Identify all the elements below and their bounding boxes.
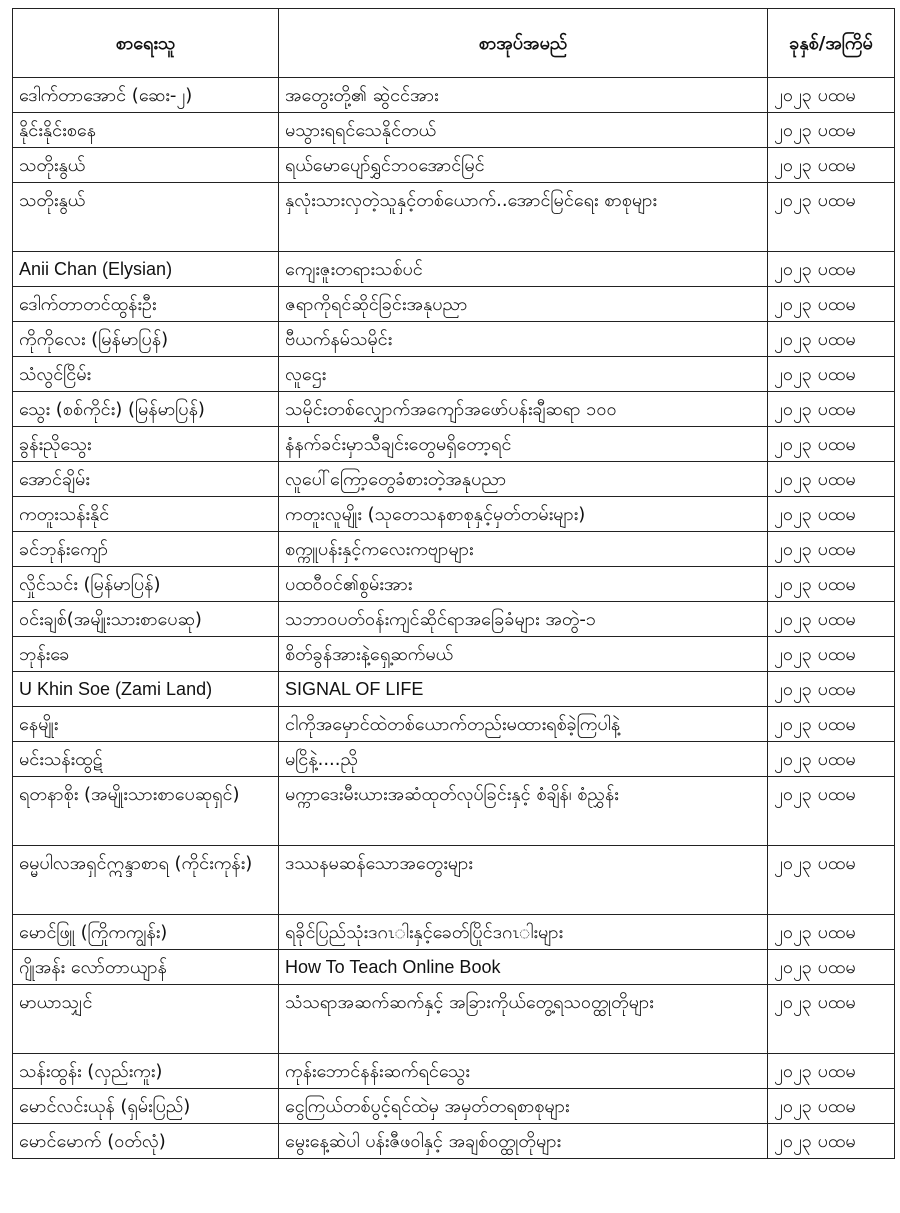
title-cell: ရယ်မောပျော်ရွှင်ဘဝအောင်မြင်	[279, 148, 768, 183]
author-cell: လှိုင်သင်း (မြန်မာပြန်)	[13, 567, 279, 602]
table-row	[13, 950, 895, 985]
table-row	[13, 985, 895, 1054]
title-cell: How To Teach Online Book	[279, 950, 768, 985]
author-cell: နေမျိုး	[13, 707, 279, 742]
edition-cell: ၂၀၂၃ ပထမ	[768, 462, 895, 497]
title-cell: နှလုံးသားလှတဲ့သူနှင့်တစ်ယောက်..အောင်မြင်ရေး စာစုများ	[279, 183, 768, 252]
table-row	[13, 78, 895, 113]
author-cell: မောင်မောက် (ဝတ်လုံ)	[13, 1124, 279, 1159]
table-row	[13, 252, 895, 287]
table-row	[13, 183, 895, 252]
title-cell: SIGNAL OF LIFE	[279, 672, 768, 707]
title-cell: ပထဝီဝင်၏စွမ်းအား	[279, 567, 768, 602]
author-cell: သွေး (စစ်ကိုင်း) (မြန်မာပြန်)	[13, 392, 279, 427]
table-row	[13, 1089, 895, 1124]
table-row	[13, 427, 895, 462]
table-row	[13, 113, 895, 148]
table-row	[13, 357, 895, 392]
edition-cell: ၂၀၂၃ ပထမ	[768, 532, 895, 567]
author-cell: ဝင်းချစ်(အမျိုးသားစာပေဆု)	[13, 602, 279, 637]
edition-cell: ၂၀၂၃ ပထမ	[768, 497, 895, 532]
edition-cell: ၂၀၂၃ ပထမ	[768, 915, 895, 950]
author-cell: ခွန်းညိုသွေး	[13, 427, 279, 462]
edition-cell: ၂၀၂၃ ပထမ	[768, 985, 895, 1054]
edition-cell: ၂၀၂၃ ပထမ	[768, 183, 895, 252]
edition-cell: ၂၀၂၃ ပထမ	[768, 742, 895, 777]
title-cell: ကုန်းဘောင်နန်းဆက်ရင်သွေး	[279, 1054, 768, 1089]
author-column-header: စာရေးသူ	[13, 9, 279, 78]
table-row	[13, 602, 895, 637]
author-cell: အောင်ချိမ်း	[13, 462, 279, 497]
edition-cell: ၂၀၂၃ ပထမ	[768, 846, 895, 915]
author-cell: မောင်လင်းယုန် (ရှမ်းပြည်)	[13, 1089, 279, 1124]
title-cell: မက္ကာဒေးမီးယားအဆံထုတ်လုပ်ခြင်းနှင့် စံချိန်၊ စံညွှန်း	[279, 777, 768, 846]
author-cell: ဓမ္မပါလအရှင်ဣန္ဒာစာရ (ကိုင်းကုန်း)	[13, 846, 279, 915]
title-cell: လူပေါ်ကြော့တွေခံစားတဲ့အနုပညာ	[279, 462, 768, 497]
table-row	[13, 637, 895, 672]
title-cell: ကျေးဇူးတရားသစ်ပင်	[279, 252, 768, 287]
author-cell: ဘုန်းခေ	[13, 637, 279, 672]
edition-cell: ၂၀၂၃ ပထမ	[768, 567, 895, 602]
table-row	[13, 777, 895, 846]
title-cell: ဒဿနမဆန်သောအတွေးများ	[279, 846, 768, 915]
title-cell: ငါကိုအမှောင်ထဲတစ်ယောက်တည်းမထားရစ်ခဲ့ကြပါနဲ့	[279, 707, 768, 742]
edition-cell: ၂၀၂၃ ပထမ	[768, 148, 895, 183]
title-cell: ကတူးလူမျိုး (သုတေသနစာစုနှင့်မှတ်တမ်းများ)	[279, 497, 768, 532]
title-cell: ဗီယက်နမ်သမိုင်း	[279, 322, 768, 357]
table-header-row	[13, 9, 895, 78]
title-cell: သံသရာအဆက်ဆက်နှင့် အခြားကိုယ်တွေ့ရသဝတ္ထုတိုများ	[279, 985, 768, 1054]
edition-cell: ၂၀၂၃ ပထမ	[768, 1054, 895, 1089]
title-cell: မွေးနေ့ဆဲပါ ပန်းဇီဖဝါနှင့် အချစ်ဝတ္ထုတိုများ	[279, 1124, 768, 1159]
table-row	[13, 707, 895, 742]
author-cell: မင်းသန်းထွဋ်	[13, 742, 279, 777]
edition-cell: ၂၀၂၃ ပထမ	[768, 1089, 895, 1124]
table-row	[13, 915, 895, 950]
title-column-header: စာအုပ်အမည်	[279, 9, 768, 78]
edition-column-header: ခုနှစ်/အကြိမ်	[768, 9, 895, 78]
author-cell: ဒေါက်တာတင်ထွန်းဦး	[13, 287, 279, 322]
table-row	[13, 148, 895, 183]
author-cell: ကတူးသန်းနိုင်	[13, 497, 279, 532]
edition-cell: ၂၀၂၃ ပထမ	[768, 252, 895, 287]
author-cell: သံလွင်ငြိမ်း	[13, 357, 279, 392]
title-cell: သဘာဝပတ်ဝန်းကျင်ဆိုင်ရာအခြေခံများ အတွဲ-၁	[279, 602, 768, 637]
edition-cell: ၂၀၂၃ ပထမ	[768, 950, 895, 985]
title-cell: နံနက်ခင်းမှာသီချင်းတွေမရှိတော့ရင်	[279, 427, 768, 462]
author-cell: U Khin Soe (Zami Land)	[13, 672, 279, 707]
title-cell: အတွေးတို့၏ ဆွဲငင်အား	[279, 78, 768, 113]
table-row	[13, 392, 895, 427]
author-cell: သန်းထွန်း (လှည်းကူး)	[13, 1054, 279, 1089]
title-cell: စက္ကူပန်းနှင့်ကလေးကဗျာများ	[279, 532, 768, 567]
books-table	[12, 8, 895, 1159]
author-cell: ရတနာစိုး (အမျိုးသားစာပေဆုရှင်)	[13, 777, 279, 846]
table-row	[13, 497, 895, 532]
table-row	[13, 322, 895, 357]
table-row	[13, 1124, 895, 1159]
table-row	[13, 1054, 895, 1089]
author-cell: Anii Chan (Elysian)	[13, 252, 279, 287]
author-cell: ခင်ဘုန်းကျော်	[13, 532, 279, 567]
table-body	[13, 78, 895, 1159]
edition-cell: ၂၀၂၃ ပထမ	[768, 777, 895, 846]
table-row	[13, 462, 895, 497]
title-cell: သမိုင်းတစ်လျှောက်အကျော်အဖော်ပန်းချီဆရာ ၁၀၀	[279, 392, 768, 427]
title-cell: မသွားရရင်သေနိုင်တယ်	[279, 113, 768, 148]
title-cell: လူဌေး	[279, 357, 768, 392]
edition-cell: ၂၀၂၃ ပထမ	[768, 1124, 895, 1159]
table-row	[13, 532, 895, 567]
table-row	[13, 287, 895, 322]
table-row	[13, 672, 895, 707]
author-cell: သတိုးနွယ်	[13, 148, 279, 183]
author-cell: မောင်ဖြူ (ကြိုကကျွန်း)	[13, 915, 279, 950]
edition-cell: ၂၀၂၃ ပထမ	[768, 392, 895, 427]
title-cell: ငွေကြယ်တစ်ပွင့်ရင်ထဲမှ အမှတ်တရစာစုများ	[279, 1089, 768, 1124]
title-cell: ရခိုင်ပြည်သုံးဒဂၤါးနှင့်ခေတ်ပြိုင်ဒဂၤါးများ	[279, 915, 768, 950]
edition-cell: ၂၀၂၃ ပထမ	[768, 322, 895, 357]
edition-cell: ၂၀၂၃ ပထမ	[768, 672, 895, 707]
author-cell: ဒေါက်တာအောင် (ဆေး-၂)	[13, 78, 279, 113]
edition-cell: ၂၀၂၃ ပထမ	[768, 357, 895, 392]
table-row	[13, 742, 895, 777]
edition-cell: ၂၀၂၃ ပထမ	[768, 602, 895, 637]
table-row	[13, 846, 895, 915]
author-cell: မာယာသျှင်	[13, 985, 279, 1054]
edition-cell: ၂၀၂၃ ပထမ	[768, 78, 895, 113]
edition-cell: ၂၀၂၃ ပထမ	[768, 427, 895, 462]
edition-cell: ၂၀၂၃ ပထမ	[768, 287, 895, 322]
edition-cell: ၂၀၂၃ ပထမ	[768, 637, 895, 672]
author-cell: နိုင်းနိုင်းစနေ	[13, 113, 279, 148]
edition-cell: ၂၀၂၃ ပထမ	[768, 113, 895, 148]
author-cell: ကိုကိုလေး (မြန်မာပြန်)	[13, 322, 279, 357]
table-row	[13, 567, 895, 602]
author-cell: ဂျိုအန်း လော်တာယျာန်	[13, 950, 279, 985]
title-cell: ဇရာကိုရင်ဆိုင်ခြင်းအနုပညာ	[279, 287, 768, 322]
author-cell: သတိုးနွယ်	[13, 183, 279, 252]
title-cell: မငြိနဲ့....ညို	[279, 742, 768, 777]
title-cell: စိတ်ခွန်အားနဲ့ရှေ့ဆက်မယ်	[279, 637, 768, 672]
edition-cell: ၂၀၂၃ ပထမ	[768, 707, 895, 742]
